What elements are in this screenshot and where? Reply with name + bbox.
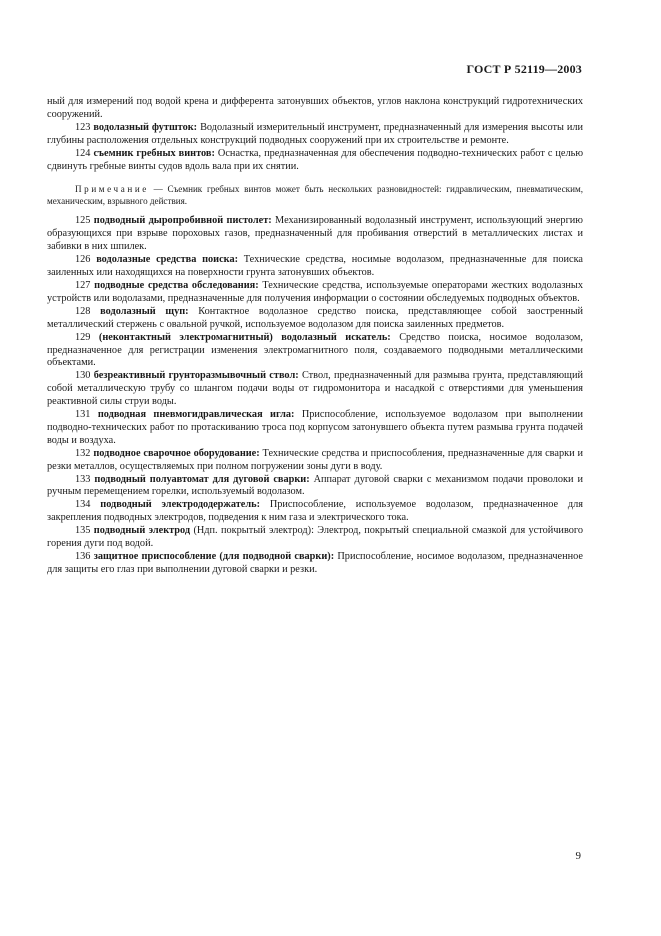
entry-number: 133 [75,473,91,485]
entry-129 [47,332,583,371]
entry-term: водолазный щуп: [100,305,189,317]
entry-definition: Ствол, предназначенный для размыва грунта, представляющий собой металлическую трубу со шлангом подачи воды от гидромонитора и насадкой с отверстиями для уменьшения реактивной силы струи воды. [47,370,583,408]
entry-term: подводный дыропробивной пистолет: [93,215,272,227]
entry-definition: Приспособление, используемое водолазом, предназначенное для закрепления подводных электродов, подведения к ним газа и электрического тока. [47,499,583,524]
entry-definition: Приспособление, используемое водолазом при выполнении подводно-технических работ по протаскиванию троса под корпусом затонувшего объекта путем размыва грунта подачей воды и воздуха. [47,409,583,446]
entry-number: 136 [75,551,91,562]
entry-131 [47,409,583,448]
entry-term: подводный электрод [93,525,191,537]
entry-number: 130 [75,370,91,382]
entry-term: съемник гребных винтов: [93,147,215,159]
entry-term: водолазный футшток: [93,121,198,133]
entry-term: водолазные средства поиска: [96,254,239,266]
entry-definition: Технические средства и приспособления, предназначенные для сварки и резки металлов, осуществляемых при полном погружении зоны дуги в воду. [47,447,584,472]
entry-135 [47,525,583,551]
entry-definition: Механизированный водолазный инструмент, использующий энергию образующихся при взрыве пороховых газов, предназначенный для пробивания отверстий в металлических листах и забивки в них шпилек. [47,215,583,253]
entry-126 [47,254,583,280]
entry-term: подводный полуавтомат для дуговой сварки: [94,473,310,485]
entry-123 [47,122,583,148]
entry-number: 124 [75,147,91,159]
entry-definition: Средство поиска, носимое водолазом, предназначенное для регистрации изменения электромагнитного поля, создаваемого подводными металлическими объектами. [47,331,583,369]
document-body [47,96,583,577]
entry-number: 128 [75,305,91,317]
entry-127 [47,280,583,306]
entry-133 [47,474,583,500]
entry-125 [47,215,583,254]
note-label: Примечание [75,184,149,195]
entry-definition: Технические средства, носимые водолазом, предназначенные для поиска заиленных или находящихся на поверхности грунта затонувших объектов. [47,254,583,279]
entry-term: безреактивный грунторазмывочный ствол: [93,370,299,382]
entry-definition: Приспособление, носимое водолазом, предназначенное для защиты его глаз при выполнении дуговой сварки и резки. [47,551,583,575]
entry-number: 123 [75,121,91,133]
entry-number: 134 [75,499,91,511]
entry-130 [47,370,583,409]
note-paragraph [47,183,583,207]
entry-number: 135 [75,525,91,537]
entry-132 [47,448,583,474]
entry-term: (неконтактный электромагнитный) водолазный искатель: [98,331,391,343]
entry-number: 127 [75,279,91,291]
entry-definition: Технические средства, используемые операторами жестких водолазных устройств или водолазами, предназначенные для получения информации о состоянии обследуемых подводных объектов. [47,279,583,304]
entry-124 [47,148,583,174]
entry-definition: (Ндп. покрытый электрод): Электрод, покрытый специальной смазкой для устойчивого горения дуги под водой. [47,525,583,550]
page-number: 9 [575,850,581,862]
entry-134 [47,499,583,525]
entry-number: 131 [75,409,91,421]
entry-128 [47,306,583,332]
entry-definition: Контактное водолазное средство поиска, представляющее собой заостренный металлический стержень с овальной ручкой, используемое водолазом для поиска заиленных предметов. [47,305,584,330]
entry-term: подводный электрододержатель: [100,499,261,511]
entry-definition: Оснастка, предназначенная для обеспечения подводно-технических работ с целью сдвинуть гребные винты судов вдоль вала при их снятии. [47,147,584,172]
document-header: ГОСТ Р 52119—2003 [466,62,582,76]
entry-number: 126 [75,254,91,266]
entry-term: подводная пневмогидравлическая игла: [97,409,295,421]
entry-number: 125 [75,215,91,227]
entry-term: подводные средства обследования: [94,279,259,291]
entry-number: 129 [75,331,91,343]
entry-definition: Водолазный измерительный инструмент, предназначенный для измерения высоты или глубины расположения отдельных конструкций подводных сооружений при их строительстве и ремонте. [47,121,583,146]
entry-definition: Аппарат дуговой сварки с механизмом подачи проволоки и ручным перемещением горелки, используемый водолазом. [47,473,583,498]
entry-term: защитное приспособление (для подводной сварки): [93,551,335,562]
note-text: — Съемник гребных винтов может быть нескольких разновидностей: гидравлическим, пневматическим, механическим, взрывного действия. [47,184,583,207]
entry-136 [47,551,583,577]
entry-number: 132 [75,447,91,459]
entry-term: подводное сварочное оборудование: [93,447,260,459]
continuation-paragraph: ный для измерений под водой крена и дифферента затонувших объектов, углов наклона конструкций гидротехнических сооружений. [47,96,583,120]
